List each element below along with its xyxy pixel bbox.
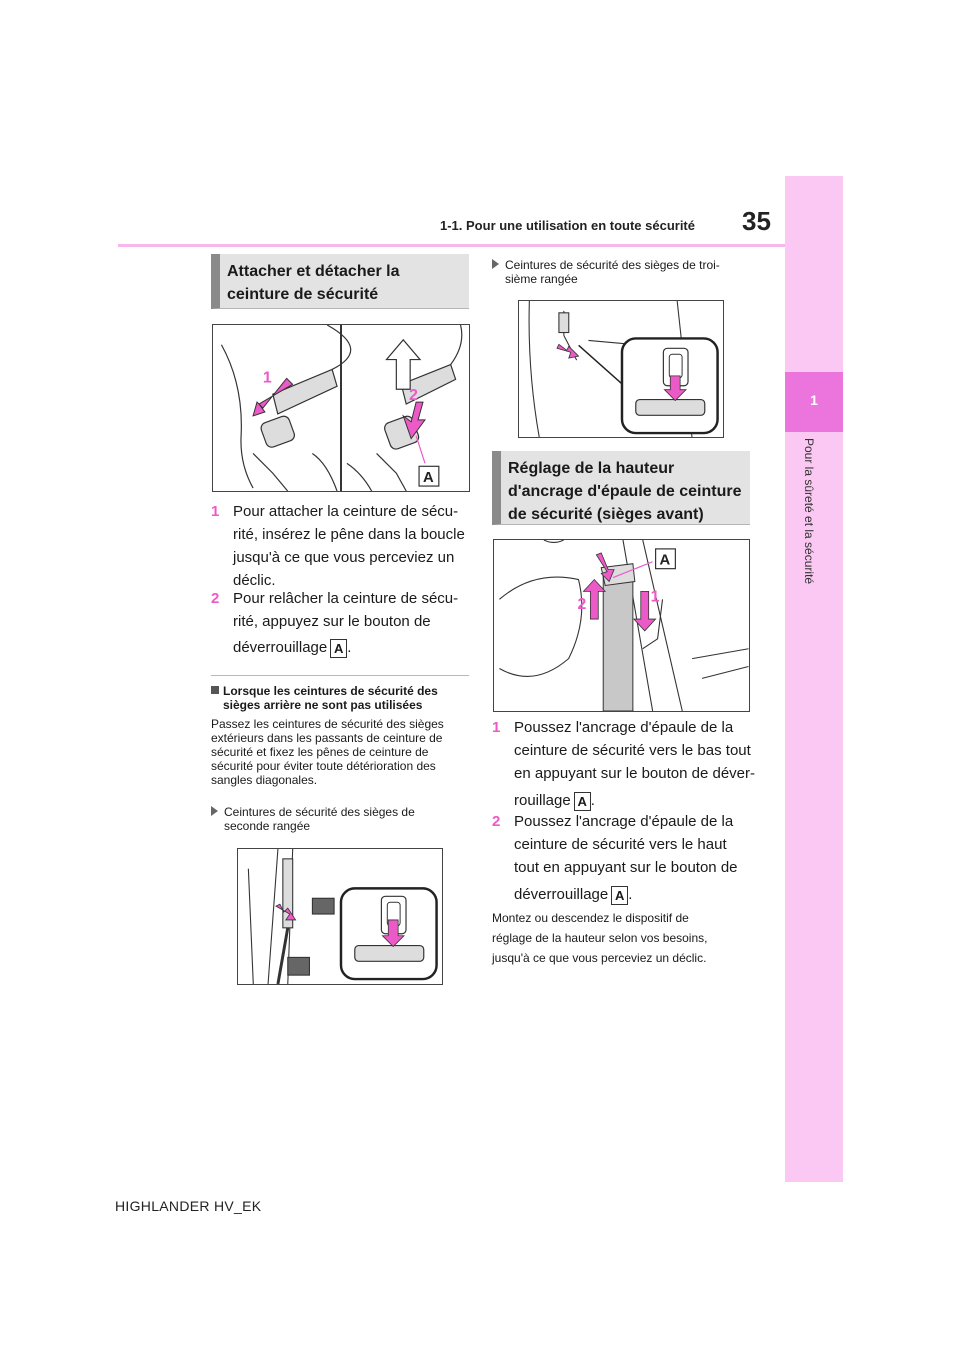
model-footer: HIGHLANDER HV_EK [115,1198,262,1214]
figure-second-row [237,848,443,985]
unlock-button-key: A [574,792,591,811]
height-note: Montez ou descendez le dispositif de réglage de la hauteur selon vos besoins, jusqu'à ce que vous perceviez un déclic. [492,911,708,965]
step-height-1: 1 Poussez l'ancrage d'épaule de la ceinture de sécurité vers le bas tout en appuyant sur le bouton de déver- rouillage A . [492,719,756,809]
step-attach-2: 2 Pour relâcher la ceinture de sécu- rité, appuyez sur le bouton de déverrouillage A . [211,590,459,656]
chapter-side-tab[interactable] [785,176,843,1182]
figure-label-a: A [659,552,671,569]
triangle-bullet-icon [211,806,218,816]
triangle-bullet-icon [492,259,499,269]
unlock-button-key: A [330,639,347,658]
note-heading: Lorsque les ceintures de sécurité des sièges arrière ne sont pas utilisées [211,684,476,712]
figure-label-1: 1 [262,369,272,387]
section-header-height: Réglage de la hauteur d'ancrage d'épaule de ceinture de sécurité (sièges avant) [492,451,750,525]
figure-label-2: 2 [409,387,418,405]
figure-label-1: 1 [650,588,660,606]
section-header-attach: Attacher et détacher la ceinture de sécurité [211,254,469,309]
divider [211,675,469,676]
step-height-2: 2 Poussez l'ancrage d'épaule de la ceinture de sécurité vers le haut tout en appuyant sur le bouton de déverrouillage A . [492,813,738,903]
note-body: Passez les ceintures de sécurité des sièges extérieurs dans les passants de ceinture de sécurité et fixez les pênes de ceinture de sécurité pour éviter toute détérioration des sangles diagonales. [211,717,444,787]
figure-third-row [518,300,724,438]
chapter-number: 1 [810,392,818,408]
figure-label-a: A [423,470,434,487]
chapter-label: Pour la sûreté et la sécurité [802,438,816,585]
second-row-caption: Ceintures de sécurité des sièges de seconde rangée [211,805,476,833]
page-number: 35 [742,206,771,236]
third-row-caption: Ceintures de sécurité des sièges de troi- sième rangée [492,258,757,286]
header-rule [118,244,785,247]
buckle-illustration [213,325,469,491]
figure-label-2: 2 [577,596,587,614]
unlock-button-key: A [611,886,628,905]
figure-anchor [493,539,750,712]
chapter-title: 1-1. Pour une utilisation en toute sécurité [440,218,695,233]
step-attach-1: 1 Pour attacher la ceinture de sécu- rité, insérez le pêne dans la boucle jusqu'à ce que vous perceviez un déclic. [211,503,465,589]
figure-buckle [212,324,470,492]
